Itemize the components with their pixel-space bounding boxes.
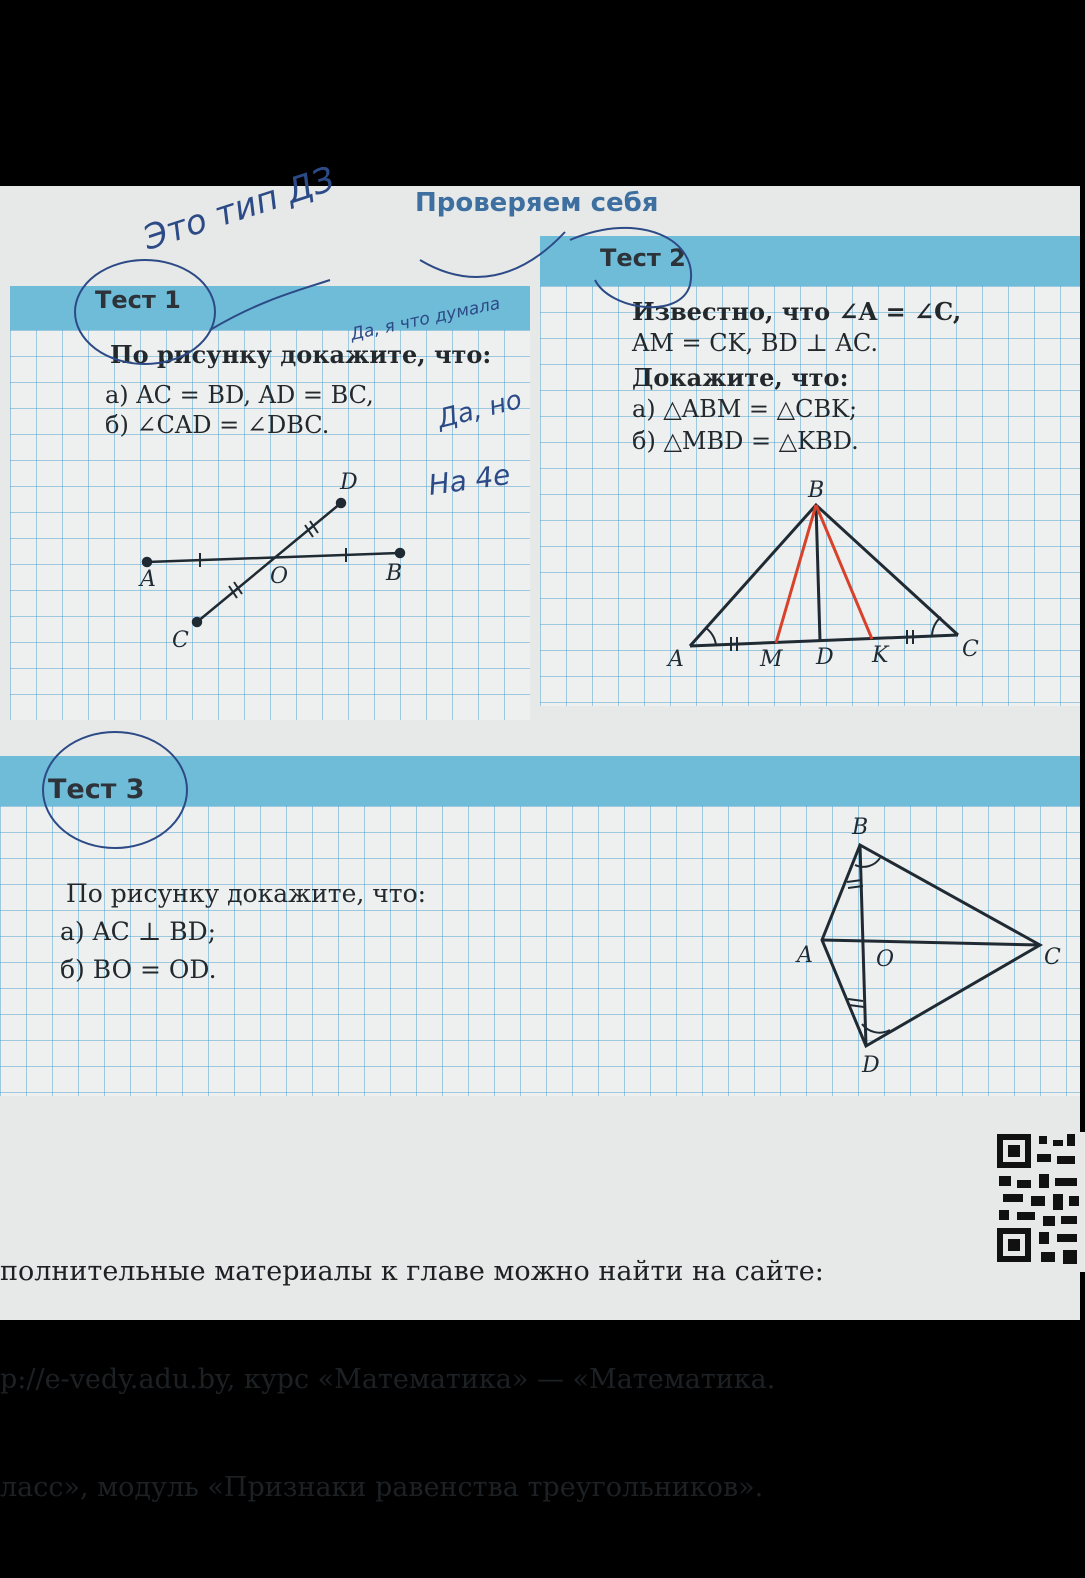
handwriting-note-1: Да, я что думала	[348, 293, 502, 345]
circle-test3	[43, 732, 187, 848]
test1-label: Тест 1	[95, 286, 181, 314]
label-d3: D	[862, 1053, 880, 1078]
pen-arrow-2	[420, 232, 565, 277]
footer-line-1: полнительные материалы к главе можно найти на сайте:	[0, 1256, 824, 1287]
label-o: O	[270, 564, 289, 589]
altitude-bd	[816, 505, 820, 641]
label-d: D	[340, 470, 358, 495]
test1-figure	[143, 499, 404, 626]
test2-line1: Известно, что ∠A = ∠C,	[632, 297, 962, 326]
diagonal-ac	[822, 940, 1040, 945]
label-b2: B	[808, 478, 825, 503]
test3-intro: По рисунку докажите, что:	[66, 879, 427, 908]
footer-line-3: ласс», модуль «Признаки равенства треугольников».	[0, 1472, 764, 1503]
label-b3: B	[852, 815, 869, 840]
circle-test1	[75, 260, 215, 364]
test2-item-a: а) △ABM = △CBK;	[632, 395, 858, 423]
label-a: A	[140, 567, 156, 592]
diagonal-bd	[860, 845, 866, 1046]
handwriting-note-2: Да, но	[434, 384, 525, 435]
test3-item-a: а) AC ⊥ BD;	[60, 917, 217, 946]
segment-cd	[197, 503, 341, 622]
handwriting-note-3: На 4е	[426, 457, 513, 502]
test3-label: Тест 3	[48, 774, 145, 805]
page-header: Проверяем себя	[415, 188, 659, 218]
label-a3: A	[797, 943, 813, 968]
label-c3: C	[1044, 945, 1061, 970]
test1-intro: По рисунку докажите, что:	[110, 340, 492, 369]
test2-label: Тест 2	[600, 244, 686, 272]
label-c: C	[172, 628, 189, 653]
test3-figure	[822, 845, 1040, 1046]
segment-bk	[816, 505, 872, 639]
circle-test2	[570, 228, 691, 307]
handwriting-top: Это тип ДЗ	[138, 159, 340, 259]
point-c	[193, 618, 201, 626]
test2-figure	[690, 505, 958, 651]
label-c2: C	[962, 637, 979, 662]
test3-item-b: б) BO = OD.	[60, 955, 217, 984]
label-m2: M	[760, 647, 783, 672]
test2-line3: Докажите, что:	[632, 363, 849, 392]
test1-item-b: б) ∠CAD = ∠DBC.	[105, 411, 330, 439]
test2-item-b: б) △MBD = △KBD.	[632, 427, 859, 455]
point-b	[396, 549, 404, 557]
label-d2: D	[816, 645, 834, 670]
point-a	[143, 558, 151, 566]
pen-arrow-1	[210, 280, 330, 330]
test1-item-a: а) AC = BD, AD = BC,	[105, 381, 374, 409]
label-o3: O	[876, 947, 895, 972]
label-k2: K	[872, 643, 889, 668]
point-d	[337, 499, 345, 507]
footer-line-2: p://e-vedy.adu.by, курс «Математика» — «Математика.	[0, 1364, 776, 1395]
label-b: B	[386, 561, 403, 586]
test2-line2: AM = CK, BD ⊥ AC.	[632, 329, 878, 357]
label-a2: A	[668, 647, 684, 672]
